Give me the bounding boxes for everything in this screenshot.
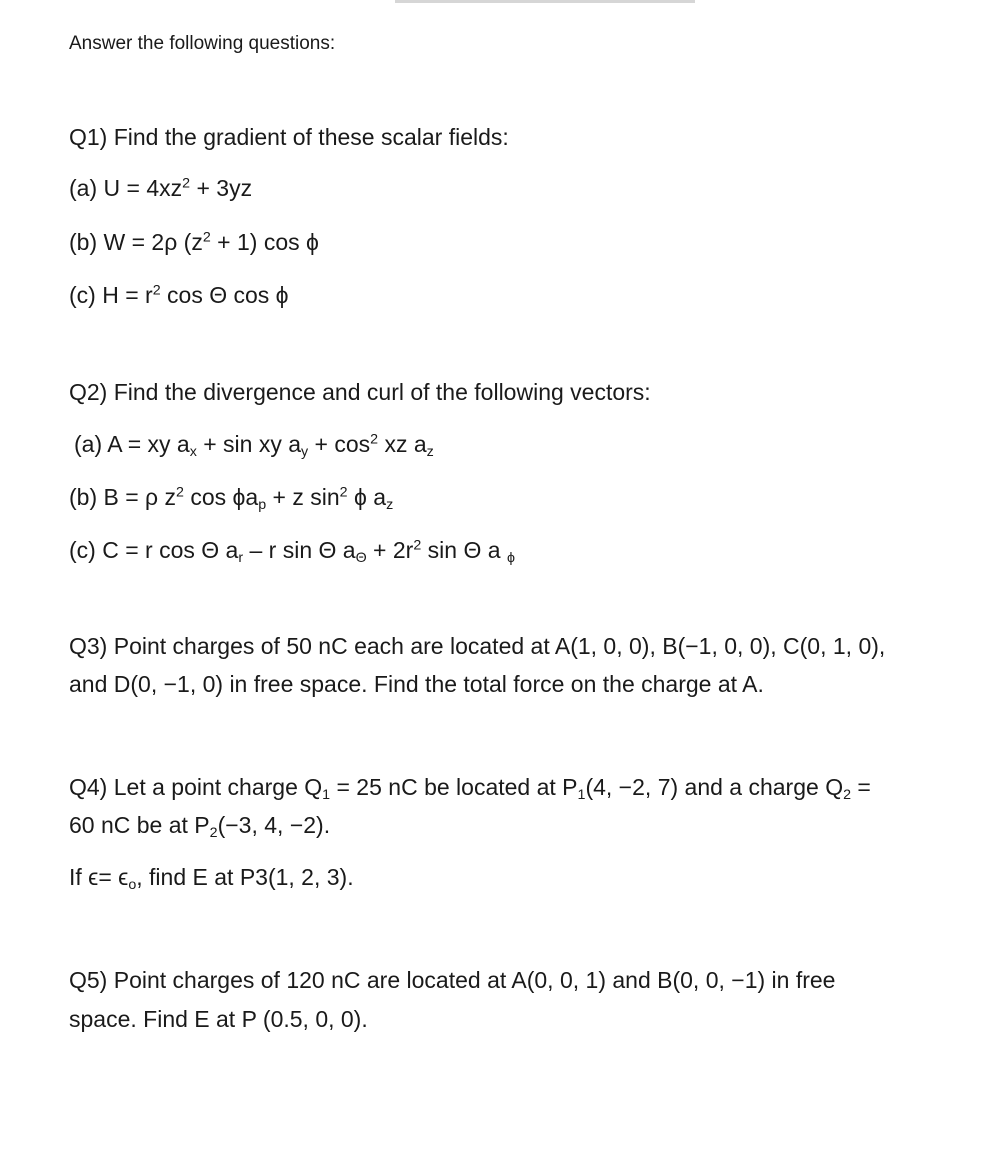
q1-part-c: (c) $H = r^2$ cos Θ cos ϕ [69,282,289,308]
q2-part-c: (c) C = r cos Θ $a_r$ – r sin Θ $a_\Theta + 2r^2$ sin Θ a $_\phi$ [69,537,515,566]
q2-part-b: (b) B = ρ $z^2$ $\cos \phi a_p + z$ $\sin^2 \phi$ $a_z$ [69,484,394,513]
q1-part-b: (b) W = 2ρ $(z^2 + 1)$ cos ϕ [69,229,319,255]
q4-line-3: If $\epsilon= \epsilon_o$, find E at P3(1, 2, 3). [69,864,354,893]
q1-title: Q1) Find the gradient of these scalar fields: [69,124,509,150]
q1-part-a: (a) $U = 4xz^2 + 3yz$ [69,175,253,201]
q4-line-2: 60 nC be at $P_2(-3$, 4, −2). [69,812,331,841]
top-edge-shadow [395,0,695,3]
q5-line-2: space. Find E at P (0.5, 0, 0). [69,1006,368,1032]
instructions-heading: Answer the following questions: [69,33,336,54]
q2-title: Q2) Find the divergence and curl of the following vectors: [69,379,651,405]
q3-line-2: and D(0, −1, 0) in free space. Find the total force on the charge at A. [69,671,764,697]
q5-line-1: Q5) Point charges of 120 nC are located at A(0, 0, 1) and B(0, 0, −1) in free [69,967,836,993]
q2-part-a: (a) A = xy $a_x + \sin$ xy $a_y + \cos^2$ xz $a_z$ [74,431,434,460]
q3-line-1: Q3) Point charges of 50 nC each are located at A(1, 0, 0), B(−1, 0, 0), C(0, 1, 0), [69,633,886,659]
q4-line-1: Q4) Let a point charge $Q_1 = 25$ nC be located at $P_1(4$, −2, 7) and a charge $Q_2$ = [69,774,871,803]
